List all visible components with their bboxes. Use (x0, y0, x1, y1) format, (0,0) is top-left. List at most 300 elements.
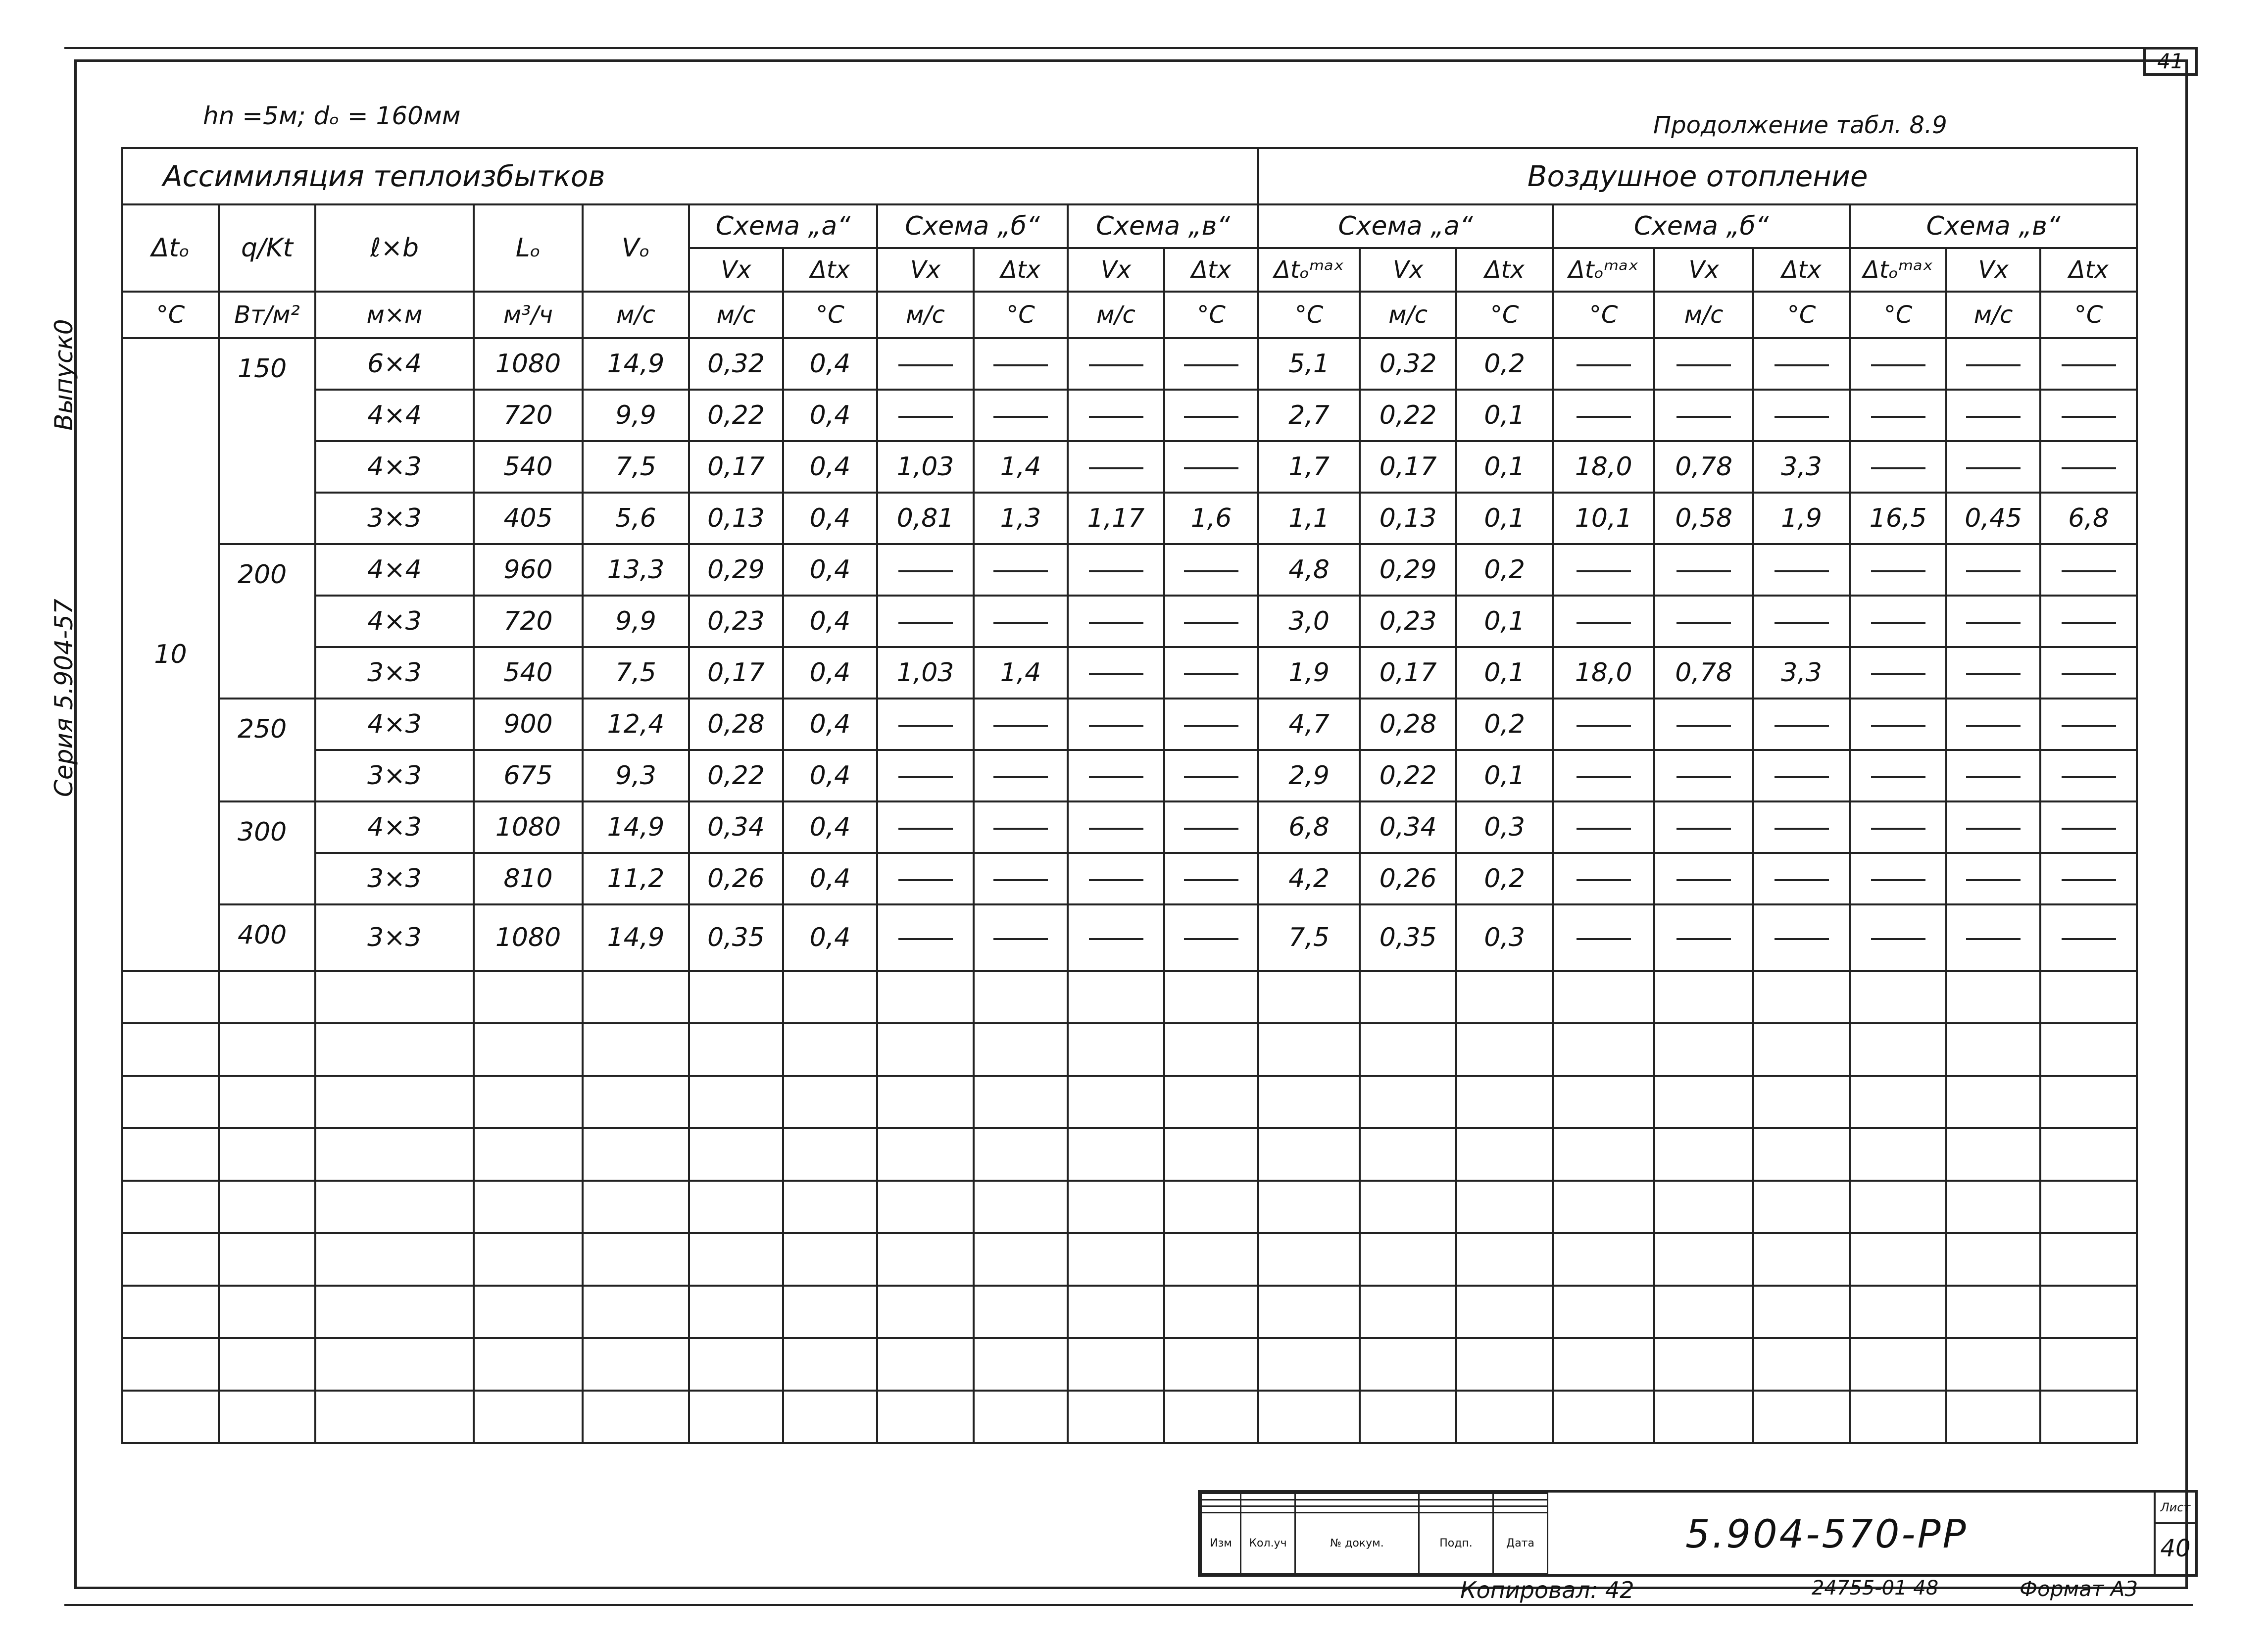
dash-mark (993, 776, 1048, 778)
cell-a-vx: 0,13 (689, 493, 783, 544)
blank-cell (689, 1338, 783, 1391)
dash-mark (1775, 622, 1829, 624)
blank-cell (689, 1286, 783, 1338)
cell-a-dtx: 0,4 (783, 647, 877, 699)
cell-b-dtx: 1,3 (974, 493, 1068, 544)
cell-h-b-dt (1553, 390, 1654, 441)
blank-cell (315, 1286, 474, 1338)
blank-cell (1753, 1286, 1850, 1338)
cell-h-b-vx (1654, 596, 1753, 647)
cell-vo: 14,9 (583, 904, 689, 971)
cell-h-v-vx (1946, 904, 2040, 971)
cell-h-v-dtx (2040, 750, 2137, 801)
cell-h-v-vx (1946, 699, 2040, 750)
cell-b-dtx (974, 750, 1068, 801)
cell-h-a-dt: 4,7 (1258, 699, 1360, 750)
blank-cell (783, 1286, 877, 1338)
cell-h-v-dtx (2040, 699, 2137, 750)
blank-cell (2040, 1128, 2137, 1181)
blank-cell (1753, 1076, 1850, 1128)
header-params: hn =5м; dₒ = 160мм (203, 101, 461, 130)
cell-v-vx (1068, 647, 1164, 699)
blank-cell (1456, 1233, 1553, 1286)
blank-cell (783, 1076, 877, 1128)
dash-mark (898, 879, 953, 881)
cell-b-vx (877, 853, 974, 904)
blank-cell (1654, 1181, 1753, 1233)
cell-h-b-dtx: 1,9 (1753, 493, 1850, 544)
cell-h-v-dtx (2040, 904, 2137, 971)
blank-cell (583, 1023, 689, 1076)
cell-h-v-dt (1850, 596, 1946, 647)
blank-row (122, 1233, 2137, 1286)
dash-mark (898, 622, 953, 624)
cell-lo: 1080 (474, 338, 583, 390)
cell-h-v-vx (1946, 338, 2040, 390)
cell-h-v-dt (1850, 441, 1946, 493)
cell-v-dtx (1164, 390, 1258, 441)
cell-h-a-vx: 0,22 (1360, 750, 1456, 801)
cell-v-dtx (1164, 647, 1258, 699)
blank-cell (1164, 1181, 1258, 1233)
sheet-number-block (2154, 1493, 2195, 1574)
dash-mark (1966, 416, 2021, 418)
col-heat-schema-b: Схема „б“ (1553, 204, 1850, 248)
dash-mark (1676, 622, 1731, 624)
cell-h-a-vx: 0,22 (1360, 390, 1456, 441)
blank-cell (877, 1023, 974, 1076)
cell-lxb: 6×4 (315, 338, 474, 390)
blank-cell (1360, 1023, 1456, 1076)
cell-b-vx (877, 596, 974, 647)
blank-cell (219, 1023, 315, 1076)
blank-cell (1456, 971, 1553, 1023)
blank-cell (1553, 1023, 1654, 1076)
cell-h-v-vx: 0,45 (1946, 493, 2040, 544)
dash-mark (993, 828, 1048, 830)
cell-v-vx (1068, 390, 1164, 441)
dash-mark (993, 622, 1048, 624)
bottom-border-line (64, 1604, 2193, 1606)
cell-h-b-dtx (1753, 699, 1850, 750)
blank-cell (1850, 1023, 1946, 1076)
dash-mark (1089, 776, 1143, 778)
blank-cell (1553, 971, 1654, 1023)
cell-a-vx: 0,35 (689, 904, 783, 971)
cell-h-b-vx: 0,78 (1654, 441, 1753, 493)
blank-cell (2040, 1076, 2137, 1128)
cell-h-a-dt: 2,9 (1258, 750, 1360, 801)
table-row (122, 647, 2137, 699)
cell-h-a-vx: 0,13 (1360, 493, 1456, 544)
cell-v-vx: 1,17 (1068, 493, 1164, 544)
stamp-col-label: № докум. (1295, 1513, 1419, 1574)
dash-mark (1871, 879, 1925, 881)
dash-mark (1775, 725, 1829, 727)
blank-cell (974, 1181, 1068, 1233)
dash-mark (1577, 570, 1631, 572)
col-vo: Vₒ (583, 204, 689, 292)
blank-cell (1553, 1338, 1654, 1391)
cell-b-dtx: 1,4 (974, 441, 1068, 493)
blank-cell (974, 1233, 1068, 1286)
cell-h-b-vx: 0,78 (1654, 647, 1753, 699)
title-block (1198, 1490, 2198, 1577)
dash-mark (1089, 725, 1143, 727)
dash-mark (1966, 938, 2021, 940)
cell-h-b-dtx (1753, 853, 1850, 904)
cell-lo: 1080 (474, 801, 583, 853)
cell-lo: 540 (474, 647, 583, 699)
cell-h-v-dt (1850, 544, 1946, 596)
cell-h-a-dt: 4,8 (1258, 544, 1360, 596)
cell-a-dtx: 0,4 (783, 390, 877, 441)
blank-cell (1360, 1233, 1456, 1286)
cell-b-vx (877, 338, 974, 390)
blank-cell (1654, 1128, 1753, 1181)
cell-v-dtx (1164, 544, 1258, 596)
cell-b-dtx (974, 544, 1068, 596)
cell-v-dtx (1164, 441, 1258, 493)
dash-mark (1966, 725, 2021, 727)
cell-h-v-vx (1946, 801, 2040, 853)
cell-h-v-dtx (2040, 544, 2137, 596)
blank-cell (1360, 1286, 1456, 1338)
cell-b-dtx (974, 853, 1068, 904)
cell-h-a-dtx: 0,2 (1456, 853, 1553, 904)
blank-cell (1850, 1233, 1946, 1286)
dash-mark (1966, 364, 2021, 366)
cell-h-v-vx (1946, 853, 2040, 904)
cell-b-vx (877, 750, 974, 801)
group-assimilation: Ассимиляция теплоизбытков (122, 148, 1258, 204)
dash-mark (2062, 828, 2116, 830)
blank-cell (219, 1286, 315, 1338)
cell-h-a-dt: 3,0 (1258, 596, 1360, 647)
stamp-col-label: Подп. (1419, 1513, 1493, 1574)
col-ha-dtx: Δtх (1456, 248, 1553, 292)
cell-v-dtx: 1,6 (1164, 493, 1258, 544)
dash-mark (898, 570, 953, 572)
cell-h-a-dtx: 0,1 (1456, 750, 1553, 801)
cell-b-vx (877, 904, 974, 971)
cell-v-vx (1068, 441, 1164, 493)
dash-mark (993, 938, 1048, 940)
dash-mark (1089, 879, 1143, 881)
blank-cell (583, 1076, 689, 1128)
col-a-vx: Vх (689, 248, 783, 292)
copied-by: Копировал: 42 (1460, 1577, 1634, 1603)
blank-cell (1456, 1181, 1553, 1233)
unit-ha-dtx: °C (1456, 292, 1553, 338)
table-row (122, 699, 2137, 750)
cell-h-a-vx: 0,29 (1360, 544, 1456, 596)
cell-h-v-vx (1946, 544, 2040, 596)
blank-cell (1946, 1023, 2040, 1076)
cell-h-b-vx (1654, 904, 1753, 971)
stamp-col-label: Дата (1493, 1513, 1548, 1574)
dash-mark (898, 938, 953, 940)
blank-cell (974, 1023, 1068, 1076)
group-air-heating: Воздушное отопление (1258, 148, 2137, 204)
cell-h-v-dt (1850, 904, 1946, 971)
blank-cell (1753, 1128, 1850, 1181)
unit-a-vx: м/с (689, 292, 783, 338)
dash-mark (1184, 467, 1238, 469)
table-row (122, 596, 2137, 647)
dash-mark (2062, 570, 2116, 572)
dash-mark (993, 570, 1048, 572)
dash-mark (1676, 938, 1731, 940)
dash-mark (898, 416, 953, 418)
blank-cell (2040, 1181, 2137, 1233)
dash-mark (898, 725, 953, 727)
sheet-number-top: 41 (2143, 47, 2198, 76)
cell-h-v-vx (1946, 596, 2040, 647)
blank-cell (1753, 1338, 1850, 1391)
unit-lxb: м×м (315, 292, 474, 338)
unit-lo: м³/ч (474, 292, 583, 338)
top-border-line (64, 47, 2183, 49)
cell-b-vx (877, 801, 974, 853)
blank-cell (1360, 1181, 1456, 1233)
blank-cell (974, 1076, 1068, 1128)
blank-cell (1753, 1391, 1850, 1443)
blank-cell (1164, 971, 1258, 1023)
blank-cell (1654, 1338, 1753, 1391)
blank-cell (1068, 1233, 1164, 1286)
blank-cell (689, 1128, 783, 1181)
blank-cell (1258, 1338, 1360, 1391)
blank-cell (474, 1181, 583, 1233)
cell-h-v-vx (1946, 441, 2040, 493)
dash-mark (1871, 673, 1925, 675)
blank-cell (1164, 1338, 1258, 1391)
dash-mark (1184, 776, 1238, 778)
cell-h-a-dtx: 0,2 (1456, 699, 1553, 750)
dash-mark (1676, 364, 1731, 366)
blank-cell (1258, 1128, 1360, 1181)
cell-a-vx: 0,22 (689, 750, 783, 801)
cell-a-vx: 0,17 (689, 647, 783, 699)
col-b-vx: Vх (877, 248, 974, 292)
blank-cell (122, 1233, 219, 1286)
blank-cell (315, 1391, 474, 1443)
blank-cell (1553, 1128, 1654, 1181)
cell-v-vx (1068, 904, 1164, 971)
cell-h-v-dtx: 6,8 (2040, 493, 2137, 544)
blank-row (122, 1181, 2137, 1233)
col-hv-vx: Vх (1946, 248, 2040, 292)
blank-cell (219, 1181, 315, 1233)
dash-mark (1966, 570, 2021, 572)
dash-mark (1577, 879, 1631, 881)
blank-cell (474, 1233, 583, 1286)
blank-row (122, 1128, 2137, 1181)
cell-v-vx (1068, 750, 1164, 801)
dash-mark (2062, 467, 2116, 469)
cell-h-v-vx (1946, 647, 2040, 699)
cell-h-v-vx (1946, 390, 2040, 441)
cell-lo: 810 (474, 853, 583, 904)
cell-a-vx: 0,23 (689, 596, 783, 647)
dash-mark (1089, 622, 1143, 624)
blank-cell (1553, 1286, 1654, 1338)
cell-vo: 9,9 (583, 596, 689, 647)
dash-mark (1871, 467, 1925, 469)
blank-cell (1946, 1391, 2040, 1443)
dash-mark (2062, 879, 2116, 881)
dash-mark (1871, 938, 1925, 940)
blank-cell (1068, 1286, 1164, 1338)
blank-cell (122, 1076, 219, 1128)
cell-b-dtx (974, 338, 1068, 390)
inventory-number: 24755-01 48 (1812, 1577, 1939, 1599)
cell-lxb: 4×3 (315, 596, 474, 647)
cell-h-a-dt: 7,5 (1258, 904, 1360, 971)
dash-mark (993, 879, 1048, 881)
dash-mark (1871, 725, 1925, 727)
blank-cell (219, 1076, 315, 1128)
cell-h-b-dtx (1753, 544, 1850, 596)
blank-cell (1654, 1076, 1753, 1128)
dash-mark (2062, 416, 2116, 418)
dash-mark (898, 776, 953, 778)
col-q: q/Kt (219, 204, 315, 292)
blank-cell (315, 1338, 474, 1391)
cell-lo: 900 (474, 699, 583, 750)
table-row (122, 390, 2137, 441)
cell-h-a-dt: 1,1 (1258, 493, 1360, 544)
col-hv-dtomax: Δtₒᵐᵃˣ (1850, 248, 1946, 292)
dash-mark (1184, 938, 1238, 940)
dash-mark (1871, 416, 1925, 418)
cell-dto: 10 (122, 338, 219, 971)
dash-mark (1966, 776, 2021, 778)
cell-a-dtx: 0,4 (783, 493, 877, 544)
blank-cell (219, 1391, 315, 1443)
cell-a-vx: 0,29 (689, 544, 783, 596)
unit-q: Вт/м² (219, 292, 315, 338)
blank-cell (474, 1128, 583, 1181)
dash-mark (1775, 570, 1829, 572)
cell-a-dtx: 0,4 (783, 441, 877, 493)
blank-cell (1164, 1076, 1258, 1128)
col-schema-a: Схема „а“ (689, 204, 877, 248)
cell-h-b-dt: 18,0 (1553, 441, 1654, 493)
cell-lo: 405 (474, 493, 583, 544)
cell-v-vx (1068, 338, 1164, 390)
dash-mark (2062, 776, 2116, 778)
cell-h-b-vx (1654, 853, 1753, 904)
cell-v-vx (1068, 853, 1164, 904)
cell-v-dtx (1164, 904, 1258, 971)
blank-cell (219, 1338, 315, 1391)
blank-cell (1946, 1128, 2040, 1181)
cell-a-vx: 0,17 (689, 441, 783, 493)
cell-a-dtx: 0,4 (783, 544, 877, 596)
col-v-vx: Vх (1068, 248, 1164, 292)
blank-cell (689, 1391, 783, 1443)
blank-cell (2040, 1023, 2137, 1076)
cell-lxb: 3×3 (315, 853, 474, 904)
blank-cell (1068, 1023, 1164, 1076)
dash-mark (898, 828, 953, 830)
cell-a-vx: 0,32 (689, 338, 783, 390)
blank-cell (474, 1023, 583, 1076)
blank-cell (583, 1181, 689, 1233)
cell-h-a-dtx: 0,3 (1456, 801, 1553, 853)
col-hb-vx: Vх (1654, 248, 1753, 292)
cell-h-v-vx (1946, 750, 2040, 801)
cell-h-b-dt (1553, 904, 1654, 971)
col-v-dtx: Δtх (1164, 248, 1258, 292)
cell-h-b-dt (1553, 801, 1654, 853)
cell-lxb: 3×3 (315, 493, 474, 544)
cell-v-dtx (1164, 596, 1258, 647)
cell-h-a-dt: 2,7 (1258, 390, 1360, 441)
cell-a-vx: 0,28 (689, 699, 783, 750)
blank-cell (877, 1128, 974, 1181)
cell-h-a-dtx: 0,1 (1456, 647, 1553, 699)
blank-cell (1164, 1128, 1258, 1181)
dash-mark (2062, 725, 2116, 727)
cell-h-v-dtx (2040, 441, 2137, 493)
cell-lxb: 3×3 (315, 750, 474, 801)
cell-h-b-vx (1654, 338, 1753, 390)
blank-cell (1068, 1181, 1164, 1233)
dash-mark (1871, 364, 1925, 366)
blank-cell (1258, 1233, 1360, 1286)
dash-mark (1089, 570, 1143, 572)
blank-cell (1654, 1233, 1753, 1286)
blank-cell (1456, 1286, 1553, 1338)
blank-cell (1946, 1076, 2040, 1128)
cell-h-a-dt: 5,1 (1258, 338, 1360, 390)
dash-mark (1184, 622, 1238, 624)
col-heat-schema-a: Схема „а“ (1258, 204, 1553, 248)
cell-a-dtx: 0,4 (783, 338, 877, 390)
cell-h-b-dt (1553, 853, 1654, 904)
blank-cell (783, 1181, 877, 1233)
blank-cell (315, 1076, 474, 1128)
blank-cell (2040, 1233, 2137, 1286)
dash-mark (2062, 673, 2116, 675)
dash-mark (2062, 938, 2116, 940)
blank-cell (1753, 1181, 1850, 1233)
col-schema-b: Схема „б“ (877, 204, 1068, 248)
cell-h-a-dt: 1,9 (1258, 647, 1360, 699)
col-hb-dtomax: Δtₒᵐᵃˣ (1553, 248, 1654, 292)
dash-mark (1775, 879, 1829, 881)
blank-cell (689, 1181, 783, 1233)
cell-h-b-vx (1654, 544, 1753, 596)
cell-v-dtx (1164, 801, 1258, 853)
unit-ha-dtomax: °C (1258, 292, 1360, 338)
col-hv-dtx: Δtх (2040, 248, 2137, 292)
blank-cell (877, 971, 974, 1023)
cell-h-v-dtx (2040, 338, 2137, 390)
cell-h-a-dtx: 0,1 (1456, 441, 1553, 493)
dash-mark (1184, 879, 1238, 881)
cell-h-a-dtx: 0,2 (1456, 338, 1553, 390)
cell-b-vx: 1,03 (877, 441, 974, 493)
blank-cell (1553, 1076, 1654, 1128)
blank-cell (783, 1233, 877, 1286)
cell-a-vx: 0,34 (689, 801, 783, 853)
cell-h-v-dt (1850, 750, 1946, 801)
blank-cell (877, 1076, 974, 1128)
